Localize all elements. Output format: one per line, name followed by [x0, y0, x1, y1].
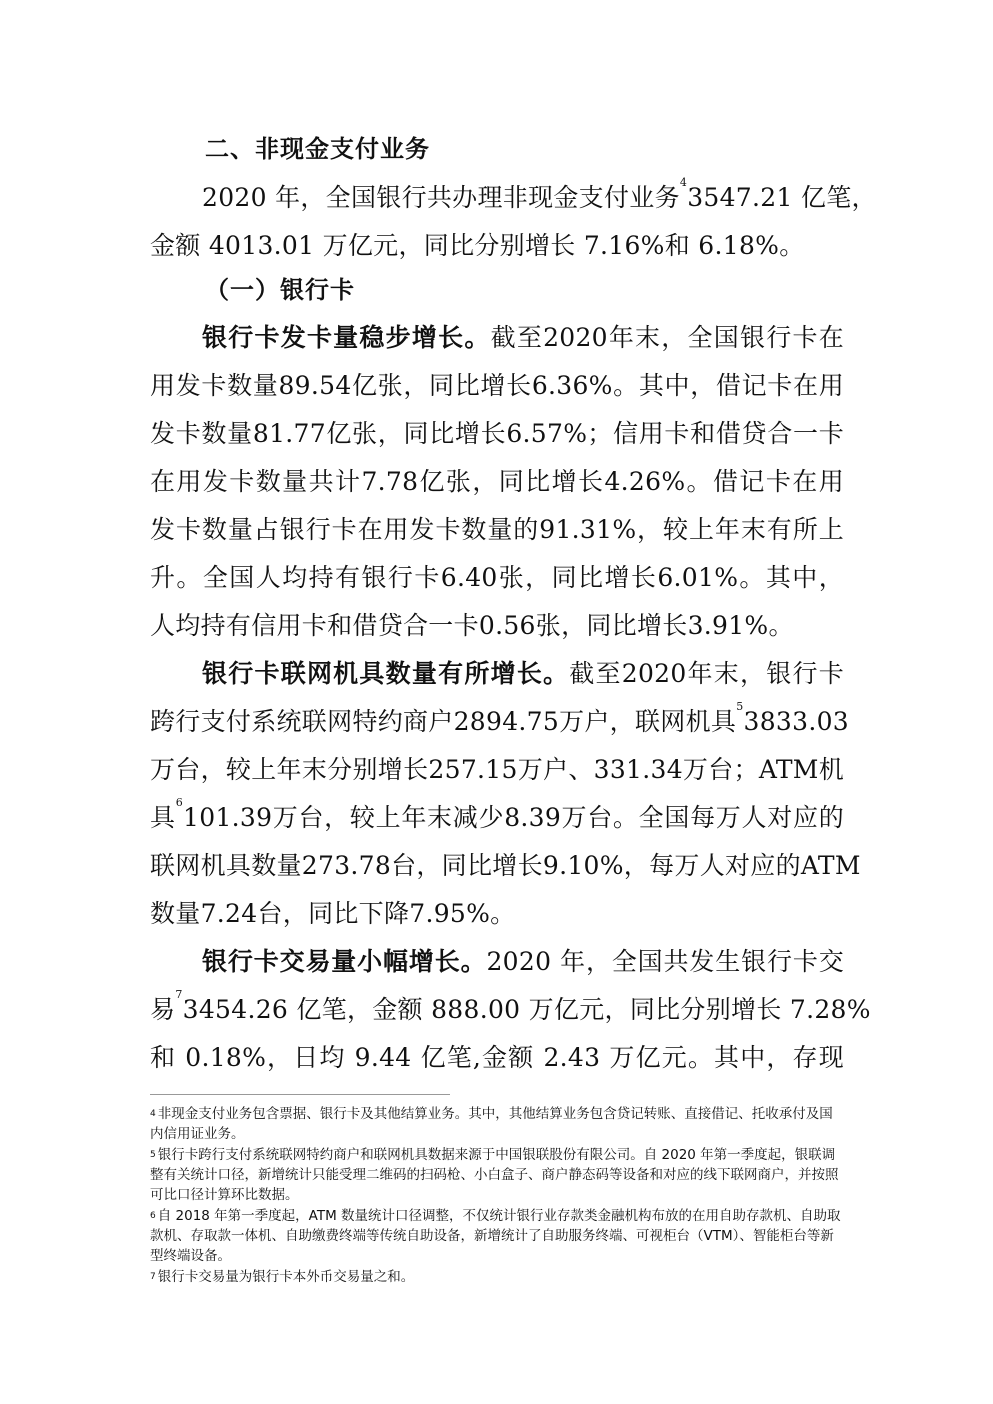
footnote-ref-5[interactable]: 5 [736, 700, 744, 713]
footnote-7: $^7$ 银行卡交易量为银行卡本外币交易量之和。 [150, 1269, 415, 1285]
para1-line-7: 人均持有信用卡和借贷合一卡0.56张，同比增长3.91%。 [150, 611, 794, 640]
para2-lead: 银行卡联网机具数量有所增长。 [202, 659, 570, 688]
para2-line-5: 联网机具数量273.78台，同比增长9.10%，每万人对应的ATM [150, 851, 861, 880]
section-heading: 二、非现金支付业务 [205, 135, 430, 163]
intro-line-2: 金额 4013.01 万亿元，同比分别增长 7.16%和 6.18%。 [150, 231, 805, 260]
para1-line-2: 用发卡数量89.54亿张，同比增长6.36%。其中，借记卡在用 [150, 371, 844, 400]
footnote-separator [150, 1094, 450, 1095]
para2-line-4: 具$^6$101.39万台，较上年末减少8.39万台。全国每万人对应的 [150, 796, 844, 832]
footnote-ref-7[interactable]: 7 [175, 988, 183, 1001]
para3-line-2: 易$^7$3454.26 亿笔，金额 888.00 万亿元，同比分别增长 7.28% [150, 988, 871, 1024]
para3-line-1: 银行卡交易量小幅增长。2020 年，全国共发生银行卡交 [150, 942, 844, 978]
para2-line-6: 数量7.24台，同比下降7.95%。 [150, 899, 516, 928]
subsection-heading: （一）银行卡 [205, 276, 355, 304]
intro-line-1: 2020 年，全国银行共办理非现金支付业务$^4$3547.21 亿笔， [202, 176, 877, 212]
footnote-6: $^6$ 自 2018 年第一季度起，ATM 数量统计口径调整，不仅统计银行业存款类金融机构布放的在用自助存款机、自助取款机、存取款一体机、自助缴费终端等传统自助设备，新增统计了自助服务终端、可视柜台（VTM）、智能柜台等新型终端设备。 [150, 1208, 841, 1264]
para2-line-3: 万台，较上年末分别增长257.15万户、331.34万台；ATM机 [150, 755, 844, 784]
para2-line-1: 银行卡联网机具数量有所增长。截至2020年末，银行卡 [150, 654, 844, 690]
para1-line-1: 银行卡发卡量稳步增长。截至2020年末，全国银行卡在 [150, 318, 844, 354]
para1-lead: 银行卡发卡量稳步增长。 [202, 323, 491, 352]
para1-line-6: 升。全国人均持有银行卡6.40张，同比增长6.01%。其中， [150, 563, 844, 592]
footnote-ref-4[interactable]: 4 [679, 176, 688, 189]
footnote-5: $^5$ 银行卡跨行支付系统联网特约商户和联网机具数据来源于中国银联股份有限公司。自 2020 年第一季度起，银联调整有关统计口径，新增统计只能受理二维码的扫码枪、小白盒子、商户静态码等设备和对应的线下联网商户，并按照可比口径计算环比数据。 [150, 1147, 839, 1203]
para2-line-2: 跨行支付系统联网特约商户2894.75万户，联网机具$^5$3833.03 [150, 700, 849, 736]
para1-line-4: 在用发卡数量共计7.78亿张，同比增长4.26%。借记卡在用 [150, 467, 844, 496]
footnote-ref-6[interactable]: 6 [175, 796, 184, 809]
para3-line-3: 和 0.18%，日均 9.44 亿笔,金额 2.43 万亿元。其中，存现 [150, 1043, 844, 1072]
para3-lead: 银行卡交易量小幅增长。 [202, 947, 487, 976]
para1-line-5: 发卡数量占银行卡在用发卡数量的91.31%，较上年末有所上 [150, 515, 844, 544]
para1-line-3: 发卡数量81.77亿张，同比增长6.57%；信用卡和借贷合一卡 [150, 419, 844, 448]
footnote-4: $^4$ 非现金支付业务包含票据、银行卡及其他结算业务。其中，其他结算业务包含贷记转账、直接借记、托收承付及国内信用证业务。 [150, 1106, 833, 1142]
